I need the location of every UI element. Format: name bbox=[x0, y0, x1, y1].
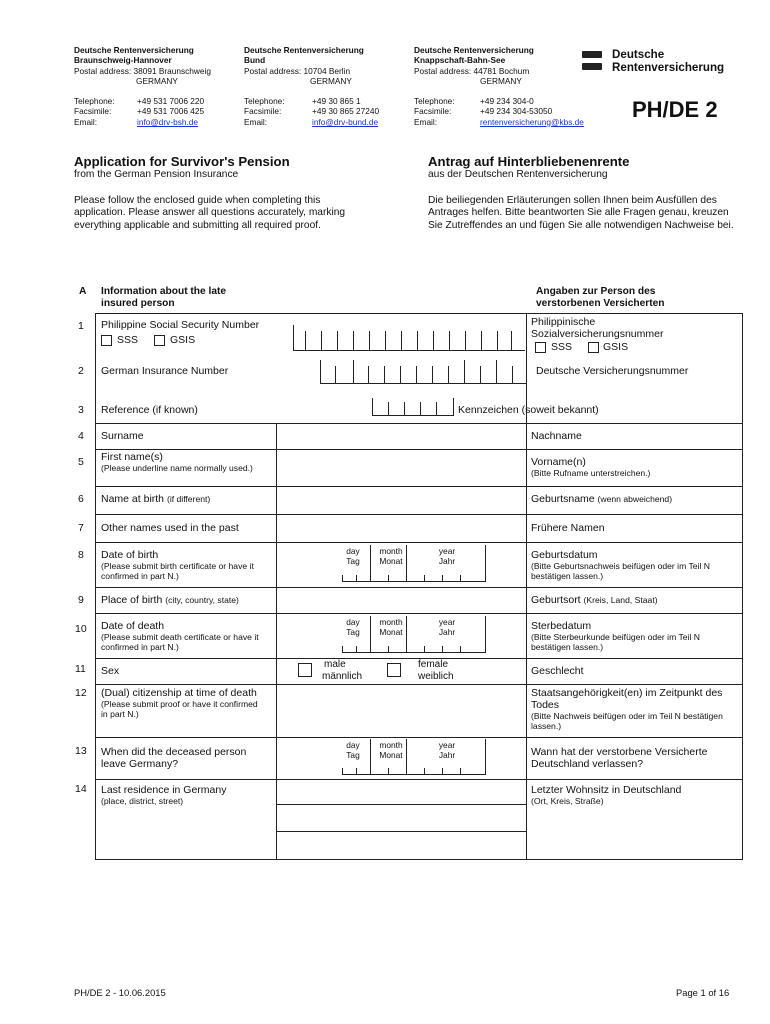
date-of-death-input[interactable] bbox=[330, 616, 490, 654]
ph-ssn-input[interactable] bbox=[293, 325, 526, 351]
tag-label: Tag bbox=[346, 556, 360, 566]
row-number: 6 bbox=[78, 493, 84, 505]
row2-label-de: Deutsche Versicherungsnummer bbox=[536, 365, 689, 377]
residence-line1-input[interactable] bbox=[277, 780, 526, 804]
logo-line1: Deutsche bbox=[612, 48, 665, 61]
office-postal: Postal address: 44781 Bochum bbox=[414, 65, 530, 76]
day-label: day bbox=[346, 546, 360, 556]
title-en: Application for Survivor's Pension bbox=[74, 154, 290, 169]
telephone-label: Telephone: bbox=[244, 96, 285, 106]
row6-label-en bbox=[101, 493, 210, 505]
day-label: day bbox=[346, 740, 360, 750]
row-number: 11 bbox=[75, 663, 86, 675]
office-country: GERMANY bbox=[136, 76, 178, 87]
contact-labels bbox=[414, 96, 455, 127]
subtitle-de: aus der Deutschen Rentenversicherung bbox=[428, 169, 608, 180]
email-label: Email: bbox=[244, 116, 268, 127]
email-link[interactable]: info@drv-bund.de bbox=[312, 116, 379, 127]
row-number: 5 bbox=[78, 456, 84, 468]
left-germany-date-input[interactable] bbox=[330, 739, 490, 776]
email-link[interactable]: info@drv-bsh.de bbox=[137, 116, 198, 127]
female-label bbox=[418, 659, 454, 683]
row-number: 2 bbox=[78, 365, 84, 377]
label-text: Date of death bbox=[101, 620, 165, 632]
label-note: (Please underline name normally used.) bbox=[101, 463, 253, 473]
label-text: Vorname(n) bbox=[531, 456, 586, 468]
label-text: First name(s) bbox=[101, 451, 163, 463]
row8-label-en bbox=[101, 549, 273, 581]
sss-checkbox[interactable] bbox=[535, 342, 546, 353]
jahr-label: Jahr bbox=[438, 750, 456, 760]
tag-label: Tag bbox=[346, 627, 360, 637]
row-number: 13 bbox=[75, 745, 87, 757]
row-number: 9 bbox=[78, 594, 84, 606]
contact-values bbox=[480, 96, 584, 127]
name-at-birth-input[interactable] bbox=[277, 487, 526, 514]
label-text: Philippine Social Security Number bbox=[101, 319, 260, 331]
section-letter: A bbox=[79, 286, 87, 297]
row9-label-de bbox=[531, 594, 658, 606]
day-label: day bbox=[346, 617, 360, 627]
label-note: (Bitte Rufname unterstreichen.) bbox=[531, 468, 651, 478]
male-label bbox=[322, 659, 362, 683]
sss-label: SSS bbox=[117, 334, 139, 346]
row6-label-de bbox=[531, 493, 672, 505]
row8-label-de bbox=[531, 549, 739, 581]
row3-label-en: Reference (if known) bbox=[101, 404, 198, 416]
place-of-birth-input[interactable] bbox=[277, 588, 526, 613]
telephone-value: +49 234 304-0 bbox=[480, 96, 534, 106]
row-number: 12 bbox=[75, 687, 87, 699]
german-insurance-number-input[interactable] bbox=[320, 360, 526, 384]
label-note: (Bitte Sterbeurkunde beifügen oder im Teil N bestätigen lassen.) bbox=[531, 632, 700, 653]
facsimile-value: +49 531 7006 425 bbox=[137, 106, 205, 117]
monat-label: Monat bbox=[379, 556, 403, 566]
jahr-label: Jahr bbox=[438, 627, 456, 637]
female-checkbox[interactable] bbox=[387, 663, 401, 677]
contact-labels bbox=[244, 96, 285, 127]
intro-en: Please follow the enclosed guide when completing this application. Please answer all questions accurately, marking everything applicable and submitting all required proof. bbox=[74, 195, 346, 231]
gsis-label: GSIS bbox=[603, 341, 629, 353]
sss-checkbox[interactable] bbox=[101, 335, 112, 346]
male-checkbox[interactable] bbox=[298, 663, 312, 677]
row-number: 7 bbox=[78, 522, 84, 534]
label-text: Date of birth bbox=[101, 549, 159, 561]
monat-label: Monat bbox=[379, 627, 403, 637]
label-note: (Please submit birth certificate or have it confirmed in part N.) bbox=[101, 561, 254, 582]
facsimile-label: Facsimile: bbox=[244, 106, 282, 117]
row-number: 8 bbox=[78, 549, 84, 561]
row-number: 10 bbox=[75, 623, 87, 635]
gsis-label: GSIS bbox=[170, 334, 196, 346]
first-names-input[interactable] bbox=[277, 450, 526, 486]
monat-label: Monat bbox=[379, 750, 403, 760]
office-bund bbox=[244, 45, 409, 87]
title-de: Antrag auf Hinterbliebenenrente bbox=[428, 154, 630, 169]
reference-input[interactable] bbox=[372, 398, 454, 416]
row-number: 1 bbox=[78, 320, 84, 332]
office-name: Deutsche Rentenversicherung bbox=[244, 45, 364, 55]
telephone-value: +49 30 865 1 bbox=[312, 96, 361, 106]
label-text: female bbox=[418, 659, 449, 670]
label-text: (Dual) citizenship at time of death bbox=[101, 687, 257, 699]
office-name: Deutsche Rentenversicherung bbox=[74, 45, 194, 55]
row5-label-de bbox=[531, 456, 650, 478]
row14-label-de bbox=[531, 784, 681, 806]
telephone-value: +49 531 7006 220 bbox=[137, 96, 205, 106]
jahr-label: Jahr bbox=[438, 556, 456, 566]
year-label: year bbox=[438, 617, 456, 627]
office-knappschaft bbox=[414, 45, 579, 87]
row4-label-en: Surname bbox=[101, 430, 144, 442]
label-text: Philippinische bbox=[531, 316, 596, 328]
label-text: Letzter Wohnsitz in Deutschland bbox=[531, 784, 682, 796]
email-label: Email: bbox=[414, 116, 438, 127]
row1-label-de bbox=[531, 316, 663, 354]
row-number: 4 bbox=[78, 430, 84, 442]
row7-label-en: Other names used in the past bbox=[101, 522, 239, 534]
surname-input[interactable] bbox=[277, 424, 526, 449]
label-note: (Bitte Nachweis beifügen oder im Teil N bestätigen lassen.) bbox=[531, 711, 723, 732]
telephone-label: Telephone: bbox=[414, 96, 455, 106]
facsimile-label: Facsimile: bbox=[414, 106, 452, 117]
row10-label-de bbox=[531, 620, 739, 652]
office-braunschweig bbox=[74, 45, 239, 87]
label-text: Geburtsdatum bbox=[531, 549, 598, 561]
row13-label-en: When did the deceased person leave Germany? bbox=[101, 746, 247, 770]
row4-label-de: Nachname bbox=[531, 430, 582, 442]
office-sub: Braunschweig-Hannover bbox=[74, 55, 172, 66]
telephone-label: Telephone: bbox=[74, 96, 115, 106]
label-text: Sterbedatum bbox=[531, 620, 592, 632]
subtitle-en: from the German Pension Insurance bbox=[74, 169, 239, 180]
label-note: (Kreis, Land, Staat) bbox=[583, 595, 658, 605]
row-number: 3 bbox=[78, 404, 84, 416]
office-country: GERMANY bbox=[480, 76, 522, 87]
label-note: (if different) bbox=[166, 494, 211, 504]
section-title-de: Angaben zur Person des verstorbenen Versicherten bbox=[536, 286, 665, 310]
office-sub: Knappschaft-Bahn-See bbox=[414, 55, 506, 66]
label-text: Place of birth bbox=[101, 594, 163, 606]
row11-label-de: Geschlecht bbox=[531, 665, 584, 677]
citizenship-input[interactable] bbox=[277, 685, 526, 737]
year-label: year bbox=[438, 546, 456, 556]
label-text: Geburtsort bbox=[531, 594, 581, 606]
label-text: Geburtsname bbox=[531, 493, 595, 505]
row-number: 14 bbox=[75, 783, 87, 795]
month-label: month bbox=[379, 740, 403, 750]
residence-line2-input[interactable] bbox=[277, 805, 526, 831]
other-names-input[interactable] bbox=[277, 515, 526, 542]
label-text: Staatsangehörigkeit(en) im Zeitpunkt des Todes bbox=[531, 687, 723, 711]
logo-line2: Rentenversicherung bbox=[612, 61, 725, 74]
row13-label-de: Wann hat der verstorbene Versicherte Deutschland verlassen? bbox=[531, 746, 708, 770]
contact-values bbox=[312, 96, 379, 127]
section-title-en: Information about the late insured person bbox=[101, 286, 227, 310]
label-note: (wenn abweichend) bbox=[597, 494, 673, 504]
row2-label-en: German Insurance Number bbox=[101, 365, 229, 377]
gsis-checkbox[interactable] bbox=[154, 335, 165, 346]
drv-logo bbox=[580, 47, 740, 77]
row7-label-de: Frühere Namen bbox=[531, 522, 605, 534]
year-label: year bbox=[438, 740, 456, 750]
gsis-checkbox[interactable] bbox=[588, 342, 599, 353]
intro-de: Die beiliegenden Erläuterungen sollen Ihnen beim Ausfüllen des Antrages helfen. Bitte beantworten Sie alle Fragen genau, kreuzen Sie Zutreffendes an und fügen Sie alle notwendigen Nachweise bei. bbox=[428, 195, 734, 231]
row1-label-en bbox=[101, 319, 259, 347]
label-text: male bbox=[324, 659, 346, 670]
label-text: Name at birth bbox=[101, 493, 165, 505]
label-note: (Please submit proof or have it confirmed in part N.) bbox=[101, 699, 258, 720]
label-text: männlich bbox=[322, 671, 363, 682]
sss-label: SSS bbox=[551, 341, 573, 353]
row5-label-en bbox=[101, 451, 271, 473]
month-label: month bbox=[379, 546, 403, 556]
row11-label-en: Sex bbox=[101, 665, 120, 677]
office-country: GERMANY bbox=[310, 76, 352, 87]
office-name: Deutsche Rentenversicherung bbox=[414, 45, 534, 55]
row14-label-en bbox=[101, 784, 226, 806]
contact-values bbox=[137, 96, 204, 127]
facsimile-label: Facsimile: bbox=[74, 106, 112, 117]
label-note: (Please submit death certificate or have it confirmed in part N.) bbox=[101, 632, 259, 653]
row12-label-en bbox=[101, 687, 266, 719]
email-label: Email: bbox=[74, 116, 98, 127]
contact-labels bbox=[74, 96, 115, 127]
email-link[interactable]: rentenversicherung@kbs.de bbox=[480, 116, 584, 127]
month-label: month bbox=[379, 617, 403, 627]
facsimile-value: +49 30 865 27240 bbox=[312, 106, 380, 117]
form-code: PH/DE 2 bbox=[632, 97, 718, 122]
row10-label-en bbox=[101, 620, 273, 652]
row12-label-de bbox=[531, 687, 736, 731]
office-postal: Postal address: 10704 Berlin bbox=[244, 65, 351, 76]
footer-form-date: PH/DE 2 - 10.06.2015 bbox=[74, 987, 166, 998]
office-postal: Postal address: 38091 Braunschweig bbox=[74, 65, 211, 76]
footer-page-number: Page 1 of 16 bbox=[676, 987, 730, 998]
office-sub: Bund bbox=[244, 55, 266, 66]
label-text: Sozialversicherungsnummer bbox=[531, 328, 664, 340]
residence-line3-input[interactable] bbox=[277, 832, 526, 859]
label-note: (Bitte Geburtsnachweis beifügen oder im Teil N bestätigen lassen.) bbox=[531, 561, 710, 582]
tag-label: Tag bbox=[346, 750, 360, 760]
label-text: Last residence in Germany bbox=[101, 784, 227, 796]
label-note: (place, district, street) bbox=[101, 796, 184, 806]
row3-label-de: Kennzeichen (soweit bekannt) bbox=[458, 404, 599, 416]
label-note: (Ort, Kreis, Straße) bbox=[531, 796, 604, 806]
facsimile-value: +49 234 304-53050 bbox=[480, 106, 553, 117]
row9-label-en bbox=[101, 594, 239, 606]
label-note: (city, country, state) bbox=[165, 595, 239, 605]
label-text: weiblich bbox=[418, 671, 454, 682]
date-of-birth-input[interactable] bbox=[330, 545, 490, 583]
